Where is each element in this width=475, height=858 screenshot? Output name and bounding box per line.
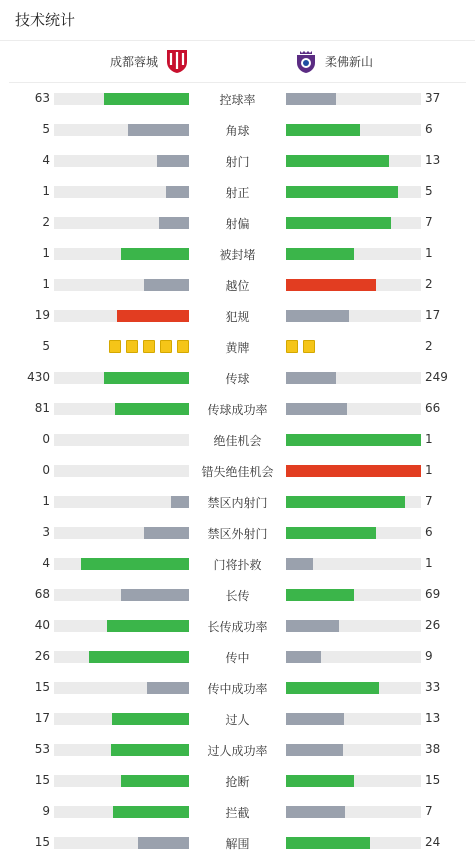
home-stat-bar <box>54 279 189 291</box>
stat-row <box>0 548 475 579</box>
home-stat-value: 26 <box>34 649 50 663</box>
away-stat-value: 2 <box>425 277 433 291</box>
away-stat-bar-fill <box>286 465 421 477</box>
stat-label: 禁区外射门 <box>207 527 268 541</box>
stat-label: 射门 <box>225 155 250 169</box>
away-stat-value: 5 <box>425 184 433 198</box>
home-stat-bar-fill <box>121 775 189 787</box>
home-stat-value: 15 <box>34 680 50 694</box>
home-stat-bar-fill <box>104 372 189 384</box>
away-stat-value: 69 <box>425 587 441 601</box>
away-stat-bar <box>286 527 421 539</box>
johor-darul-tazim-crest-icon <box>293 48 319 74</box>
stat-row <box>0 269 475 300</box>
away-stat-value: 33 <box>425 680 441 694</box>
away-stat-bar-fill <box>286 713 344 725</box>
home-stat-value: 0 <box>42 432 50 446</box>
stat-label: 过人成功率 <box>207 744 268 758</box>
stat-row <box>0 796 475 827</box>
away-stat-bar <box>286 217 421 229</box>
stat-row <box>0 424 475 455</box>
stat-row <box>0 610 475 641</box>
away-stat-bar-fill <box>286 589 354 601</box>
away-stat-bar <box>286 465 421 477</box>
away-stat-bar-fill <box>286 217 391 229</box>
home-stat-value: 9 <box>42 804 50 818</box>
home-stat-bar <box>54 837 189 849</box>
stat-label: 越位 <box>225 279 250 293</box>
away-stat-value: 17 <box>425 308 441 322</box>
stat-label: 传中成功率 <box>207 682 268 696</box>
home-stat-bar <box>54 186 189 198</box>
away-stat-value: 9 <box>425 649 433 663</box>
stat-row <box>0 579 475 610</box>
stat-label: 拦截 <box>225 806 250 820</box>
stat-row <box>0 517 475 548</box>
home-stat-value: 4 <box>42 153 50 167</box>
away-stat-bar-fill <box>286 310 349 322</box>
stat-label: 控球率 <box>219 93 256 107</box>
away-stat-bar <box>286 558 421 570</box>
away-stat-bar <box>286 248 421 260</box>
home-stat-value: 0 <box>42 463 50 477</box>
home-stat-bar-fill <box>128 124 189 136</box>
stat-row <box>0 145 475 176</box>
home-stat-bar <box>54 713 189 725</box>
stat-label: 绝佳机会 <box>213 434 262 448</box>
home-stat-bar <box>54 155 189 167</box>
away-stat-bar <box>286 682 421 694</box>
home-stat-value: 4 <box>42 556 50 570</box>
away-stat-value: 2 <box>425 339 433 353</box>
home-team[interactable] <box>110 48 190 74</box>
stat-row <box>0 362 475 393</box>
away-stat-bar <box>286 651 421 663</box>
home-stat-bar <box>54 651 189 663</box>
away-yellow-cards <box>286 340 320 353</box>
home-stat-value: 68 <box>34 587 50 601</box>
away-stat-bar <box>286 744 421 756</box>
home-stat-bar <box>54 372 189 384</box>
away-stat-bar-fill <box>286 248 354 260</box>
home-stat-bar-fill <box>117 310 189 322</box>
stat-label: 传球 <box>225 372 250 386</box>
away-stat-bar <box>286 186 421 198</box>
stat-label: 长传 <box>225 589 250 603</box>
away-stat-bar <box>286 806 421 818</box>
stat-row <box>0 331 475 362</box>
stat-row <box>0 703 475 734</box>
away-stat-value: 66 <box>425 401 441 415</box>
home-stat-bar <box>54 589 189 601</box>
away-stat-value: 1 <box>425 463 433 477</box>
home-stat-value: 2 <box>42 215 50 229</box>
stat-label: 传中 <box>225 651 250 665</box>
home-stat-bar-fill <box>138 837 189 849</box>
stat-label: 射偏 <box>225 217 250 231</box>
home-stat-bar-fill <box>112 713 189 725</box>
away-stat-bar-fill <box>286 837 370 849</box>
away-stat-value: 15 <box>425 773 441 787</box>
away-stat-value: 249 <box>425 370 448 384</box>
stat-row <box>0 455 475 486</box>
stat-label: 门将扑救 <box>213 558 262 572</box>
stat-label: 角球 <box>225 124 250 138</box>
home-stat-bar <box>54 248 189 260</box>
home-stat-bar <box>54 496 189 508</box>
away-stat-bar-fill <box>286 682 379 694</box>
home-stat-value: 17 <box>34 711 50 725</box>
yellow-card-icon <box>177 340 189 353</box>
home-stat-bar <box>54 558 189 570</box>
home-stat-value: 15 <box>34 835 50 849</box>
stat-row <box>0 176 475 207</box>
stat-row <box>0 83 475 114</box>
home-stat-bar <box>54 403 189 415</box>
stat-label: 禁区内射门 <box>207 496 268 510</box>
stat-label: 射正 <box>225 186 250 200</box>
yellow-card-icon <box>303 340 315 353</box>
away-team[interactable] <box>293 48 373 74</box>
stat-row <box>0 238 475 269</box>
away-stat-value: 13 <box>425 711 441 725</box>
away-stat-bar <box>286 279 421 291</box>
home-stat-value: 19 <box>34 308 50 322</box>
away-stat-bar-fill <box>286 775 354 787</box>
home-stat-bar <box>54 744 189 756</box>
home-stat-value: 1 <box>42 494 50 508</box>
away-stat-value: 26 <box>425 618 441 632</box>
home-stat-bar-fill <box>147 682 189 694</box>
home-stat-value: 1 <box>42 184 50 198</box>
home-stat-bar-fill <box>111 744 189 756</box>
away-stat-bar <box>286 124 421 136</box>
yellow-card-icon <box>160 340 172 353</box>
home-stat-value: 1 <box>42 246 50 260</box>
home-stat-bar <box>54 775 189 787</box>
away-stat-value: 24 <box>425 835 441 849</box>
away-stat-bar-fill <box>286 744 343 756</box>
home-stat-value: 430 <box>27 370 50 384</box>
home-stat-value: 5 <box>42 339 50 353</box>
away-stat-bar-fill <box>286 124 360 136</box>
away-stat-value: 13 <box>425 153 441 167</box>
stat-label: 被封堵 <box>219 248 256 262</box>
home-stat-bar-fill <box>89 651 189 663</box>
home-stat-bar-fill <box>81 558 189 570</box>
home-stat-bar-fill <box>121 589 189 601</box>
stat-label: 抢断 <box>225 775 250 789</box>
away-stat-bar <box>286 496 421 508</box>
stat-label: 长传成功率 <box>207 620 268 634</box>
away-stat-bar-fill <box>286 651 321 663</box>
stats-list <box>0 83 475 858</box>
away-stat-bar <box>286 403 421 415</box>
home-stat-value: 40 <box>34 618 50 632</box>
stat-row <box>0 641 475 672</box>
home-stat-bar-fill <box>113 806 189 818</box>
away-stat-value: 1 <box>425 432 433 446</box>
stat-row <box>0 114 475 145</box>
home-stat-bar-fill <box>157 155 189 167</box>
yellow-card-icon <box>109 340 121 353</box>
home-stat-bar <box>54 806 189 818</box>
away-stat-bar-fill <box>286 403 347 415</box>
teams-header <box>9 41 466 83</box>
away-stat-bar <box>286 620 421 632</box>
home-stat-bar-fill <box>166 186 189 198</box>
away-stat-value: 38 <box>425 742 441 756</box>
home-yellow-cards <box>104 340 189 353</box>
chengdu-rongcheng-crest-icon <box>164 48 190 74</box>
away-stat-bar <box>286 589 421 601</box>
away-stat-bar-fill <box>286 558 313 570</box>
yellow-card-icon <box>126 340 138 353</box>
home-stat-bar <box>54 620 189 632</box>
home-stat-bar <box>54 434 189 446</box>
away-stat-bar <box>286 775 421 787</box>
home-stat-value: 81 <box>34 401 50 415</box>
away-stat-bar <box>286 93 421 105</box>
away-stat-bar-fill <box>286 279 376 291</box>
stat-label: 解围 <box>225 837 250 851</box>
away-stat-bar-fill <box>286 186 398 198</box>
away-stat-bar <box>286 372 421 384</box>
away-stat-value: 6 <box>425 525 433 539</box>
away-stat-bar-fill <box>286 620 339 632</box>
stat-label: 过人 <box>225 713 250 727</box>
stat-row <box>0 672 475 703</box>
stat-row <box>0 207 475 238</box>
home-stat-bar <box>54 124 189 136</box>
stat-label: 黄牌 <box>225 341 250 355</box>
away-stat-bar <box>286 713 421 725</box>
home-stat-value: 53 <box>34 742 50 756</box>
away-stat-value: 6 <box>425 122 433 136</box>
section-title: 技术统计 <box>0 0 475 41</box>
stat-row <box>0 393 475 424</box>
stat-row <box>0 827 475 858</box>
away-stat-bar <box>286 310 421 322</box>
away-stat-value: 1 <box>425 556 433 570</box>
away-stat-bar-fill <box>286 806 345 818</box>
stat-row <box>0 765 475 796</box>
away-stat-bar-fill <box>286 93 336 105</box>
stat-row <box>0 486 475 517</box>
stat-label: 错失绝佳机会 <box>201 465 274 479</box>
yellow-card-icon <box>143 340 155 353</box>
away-stat-bar-fill <box>286 372 336 384</box>
away-stat-bar <box>286 837 421 849</box>
home-stat-bar-fill <box>144 527 189 539</box>
away-stat-bar-fill <box>286 434 421 446</box>
home-stat-value: 1 <box>42 277 50 291</box>
home-team-name: 成都蓉城 <box>109 54 158 69</box>
home-stat-bar-fill <box>104 93 189 105</box>
away-stat-bar <box>286 434 421 446</box>
home-stat-bar-fill <box>171 496 189 508</box>
home-stat-bar <box>54 93 189 105</box>
home-stat-bar-fill <box>159 217 189 229</box>
away-stat-value: 7 <box>425 215 433 229</box>
away-stat-value: 7 <box>425 804 433 818</box>
home-stat-bar-fill <box>115 403 189 415</box>
away-stat-bar-fill <box>286 496 405 508</box>
home-stat-bar <box>54 527 189 539</box>
home-stat-bar-fill <box>121 248 189 260</box>
home-stat-value: 63 <box>34 91 50 105</box>
home-stat-bar <box>54 465 189 477</box>
away-team-name: 柔佛新山 <box>325 54 374 69</box>
home-stat-value: 5 <box>42 122 50 136</box>
yellow-card-icon <box>286 340 298 353</box>
home-stat-bar <box>54 682 189 694</box>
away-stat-value: 37 <box>425 91 441 105</box>
stat-row <box>0 734 475 765</box>
home-stat-bar <box>54 310 189 322</box>
away-stat-bar-fill <box>286 155 389 167</box>
home-stat-bar-fill <box>144 279 189 291</box>
away-stat-value: 1 <box>425 246 433 260</box>
away-stat-bar-fill <box>286 527 376 539</box>
away-stat-bar <box>286 155 421 167</box>
home-stat-value: 3 <box>42 525 50 539</box>
stat-label: 传球成功率 <box>207 403 268 417</box>
away-stat-value: 7 <box>425 494 433 508</box>
home-stat-value: 15 <box>34 773 50 787</box>
home-stat-bar-fill <box>107 620 189 632</box>
stat-row <box>0 300 475 331</box>
home-stat-bar <box>54 217 189 229</box>
stat-label: 犯规 <box>225 310 250 324</box>
